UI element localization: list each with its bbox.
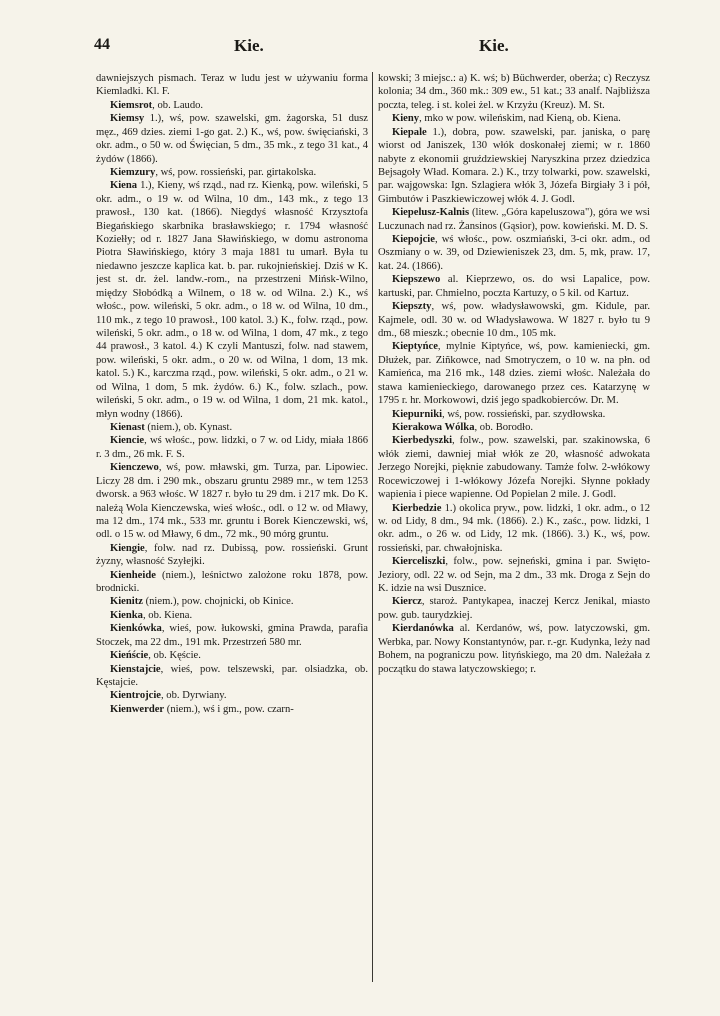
dictionary-entry [96, 649, 368, 662]
entry-text: al. Kerdanów, wś, pow. latyczowski, gm. Werbka, par. Nowy Konstantynów, par. r.-gr. Kudynka, leży nad Bohem, na pograniczu pow. lityńskiego, ma 20 dm. Należała z początku do stawa latyczowskiego; r. [378, 623, 650, 675]
dictionary-entry [378, 502, 650, 556]
entry-headword: Kierceliszki [392, 556, 446, 568]
dictionary-entry [96, 689, 368, 702]
entry-headword: Kiepszewo [392, 274, 441, 286]
dictionary-entry [96, 112, 368, 166]
entry-text: (niem.), pow. chojnicki, ob Kinice. [142, 596, 294, 608]
dictionary-entry [378, 300, 650, 340]
entry-text: , folw. nad rz. Dubissą, pow. rossieński. Grunt żyzny, własność Szyłejki. [96, 542, 368, 568]
entry-headword: Kienkówka [110, 623, 162, 635]
entry-text: , wieś, pow. telszewski, par. olsiadzka, ob. Kęstajcie. [96, 663, 368, 688]
dictionary-entry [378, 233, 650, 273]
entry-text: , ob. Borodło. [474, 421, 534, 433]
entry-headword: Kienstajcie [110, 663, 161, 675]
entry-headword: Kienast [110, 421, 145, 433]
entry-text: 1.), wś, pow. szawelski, gm. żagorska, 51 dusz męz., 469 dzies. ziemi 1-go gat. 2.) K., wś, pow. święciański, 3 okr. adm., o 50 w. od Święcian, 5 dm., 35 mk., z tego 31 kat., 4 żydów (1866). [96, 113, 368, 165]
entry-headword: Kierbedyszki [392, 435, 453, 447]
running-head-left: Kie. [234, 36, 264, 55]
dictionary-entry [378, 206, 650, 233]
entry-text: kowski; 3 miejsc.: a) K. wś; b) Büchwerder, oberża; c) Reczysz kolonia; 34 dm., 360 mk.: 309 ew., 51 kat.; 33 analf. Najbliższa poczta, teleg. i st. kolei żel. w Krzyżu (Kreuz). M. St. [378, 73, 650, 111]
dictionary-entry [96, 99, 368, 112]
dictionary-entry [96, 461, 368, 542]
entry-headword: Kieńście [110, 650, 149, 662]
entry-headword: Kiemsy [110, 113, 145, 125]
right-column [378, 72, 650, 987]
entry-text: , mylnie Kiptyńce, wś, pow. kamieniecki, gm. Dłużek, par. Ziñkowce, nad Smotryczem, o 10 w. na płn. od Kamieńca, ma 216 mk., 148 dzies. ziemi włośc. Należała do stawa kamienieckiego, darowanego przez ces. Katarzynę w 1795 r. hr. Morkowowi, dziś jego spadkobierców. Dr. M. [378, 341, 650, 407]
running-head-right: Kie. [479, 36, 509, 55]
entry-text: , folw., pow. szawelski, par. szakinowska, 6 włók ziemi, dawniej miał włók ze 20, własność adwokata Jerzego Norejki, pięknie zabudowany. Tamże folw. 2-włókowy Rocewiczowej i 1-włókowy Józefa Norejki. Słynne pokłady wapienia i piece wapienne. Od Popielan 2 mile. J. Godl. [378, 435, 650, 501]
entry-headword: Kienwerder [110, 703, 165, 715]
dictionary-entry [378, 421, 650, 434]
entry-headword: Kieptyńce [392, 341, 438, 353]
page-header [94, 36, 674, 58]
entry-headword: Kierdanówka [392, 623, 454, 635]
entry-text: , wś, pow. władysławowski, gm. Kidule, par. Kajmele, odl. 30 w. od Władysławowa. W 1827 r. było tu 9 dm., 68 mieszk.; obecnie 10 dm., 105 mk. [378, 301, 650, 340]
left-column [96, 72, 368, 987]
entry-text: 1.) okolica pryw., pow. lidzki, 1 okr. adm., o 12 w. od Lidy, 8 dm., 94 mk. (1866). 2.) K., zaśc., pow. lidzki, 1 okr. adm., o 26 w. od Lidy, 12 mk. (1866). 3.) K., wś, pow. rossieński, par. chwałojniska. [378, 502, 650, 554]
entry-headword: Kiepurniki [392, 408, 443, 420]
dictionary-entry [96, 609, 368, 622]
dictionary-entry [378, 72, 650, 112]
dictionary-entry [96, 179, 368, 421]
dictionary-entry [96, 595, 368, 608]
entry-headword: Kieny [392, 113, 420, 125]
dictionary-entry [96, 622, 368, 649]
entry-headword: Kierakowa Wólka [392, 421, 475, 433]
entry-text: , wś, pow. mławski, gm. Turza, par. Lipowiec. Liczy 28 dm. i 290 mk., obszaru gruntu 2989 mr., w tem 1253 dworsk. a 963 włośc. W 1827 r. było tu 29 dm. i 217 mk. Do K. należą Wola Kienczewska, wieś włośc., odl. o 12 w. od Mławy, ma 12 dm., 174 mk., 533 mr. gruntu i Borek Kienczewski, wś, odl. o 15 w. od Mławy, 6 dm., 72 mk., 90 mórg gruntu. [96, 462, 368, 541]
entry-headword: Kiemzury [110, 166, 156, 178]
entry-text: , mko w pow. wileńskim, nad Kieną, ob. Kiena. [419, 113, 621, 125]
entry-headword: Kienczewo [110, 462, 159, 474]
dictionary-entry [378, 112, 650, 125]
entry-text: , ob. Laudo. [152, 99, 204, 111]
entry-headword: Kiena [110, 180, 138, 192]
dictionary-entry [96, 72, 368, 99]
dictionary-entry [378, 555, 650, 595]
entry-headword: Kiercz [392, 596, 422, 608]
entry-text: 1.), dobra, pow. szawelski, par. janiska, o parę wiorst od Janiszek, 130 włók doskonałej ziemi; w r. 1860 nabyte z ekonomii gruździewskiej Naryszkina przez dziedzica Bejsagoły Wład. Komara. 2.) K., trzy tolwarki, pow. szawelski, par. wajgowska: Ign. Szlagiera włók 3, Józefa Birgiały 3 i pół, Gimbutów i Paszkiewiczowej włók 4. J. Godl. [378, 126, 650, 205]
dictionary-entry [378, 273, 650, 300]
entry-headword: Kiepojcie [392, 234, 435, 246]
dictionary-entry [96, 542, 368, 569]
entry-headword: Kienitz [110, 596, 143, 608]
entry-text: (niem.), wś i gm., pow. czarn- [164, 703, 294, 715]
entry-text: , staroż. Pantykapea, inaczej Kercz Jenikal, miasto pow. gub. taurydzkiej. [378, 596, 650, 621]
dictionary-entry [378, 340, 650, 407]
dictionary-entry [378, 434, 650, 501]
entry-text: , ob. Dyrwiany. [161, 690, 227, 702]
entry-text: , ob. Kęście. [148, 650, 201, 662]
entry-text: , wś włośc., pow. lidzki, o 7 w. od Lidy, miała 1866 r. 3 dm., 26 mk. F. S. [96, 435, 368, 460]
entry-headword: Kienka [110, 609, 143, 621]
entry-headword: Kiepale [392, 126, 427, 138]
entry-text: al. Kieprzewo, os. do wsi Lapalice, pow. kartuski, par. Chmielno, poczta Kartuzy, o 5 kil. od Kartuz. [378, 274, 650, 299]
dictionary-entry [378, 126, 650, 207]
entry-headword: Kiencie [110, 435, 145, 447]
dictionary-entry [378, 595, 650, 622]
entry-headword: Kiepelusz-Kalnis [392, 207, 470, 219]
entry-text: , wś włośc., pow. oszmiański, 3-ci okr. adm., od Oszmiany o w. 39, od Dziewieniszek 23, dm. 5, mk, praw. 17, kat. 24. (1866). [378, 234, 650, 272]
column-divider [372, 72, 373, 982]
entry-text: dawniejszych pismach. Teraz w ludu jest w używaniu forma Kiemladki. Kl. F. [96, 73, 368, 98]
dictionary-entry [96, 703, 368, 716]
dictionary-entry [96, 166, 368, 179]
dictionary-entry [378, 408, 650, 421]
entry-text: (niem.), leśnictwo zalożone roku 1878, pow. brodnicki. [96, 569, 368, 595]
entry-headword: Kienheide [110, 569, 156, 581]
page-number: 44 [94, 36, 110, 53]
dictionary-entry [96, 663, 368, 690]
dictionary-entry [96, 434, 368, 461]
entry-text: , folw., pow. sejneński, gmina i par. Swięto-Jeziory, odl. 22 w. od Sejn, ma 2 dm., 33 mk. Droga z Sejn do K. idzie na wsi Dusznice. [378, 556, 650, 595]
dictionary-entry [378, 622, 650, 676]
entry-text: , ob. Kiena. [142, 609, 193, 621]
dictionary-entry [96, 569, 368, 596]
entry-text: 1.), Kieny, wś rząd., nad rz. Kienką, pow. wileński, 5 okr. adm., o 19 w. od Wilna, 10 dm., 143 mk., z tego 13 prawosł., 130 kat. (1866). Niegdyś własność Krzysztofa Biegańskiego skarbnika brasławskiego; r. 1794 własność Koziełły; od r. 1827 Jana Sławińskiego, w domu astronoma Piotra Sławińskiego, który 3 maja 1881 tu umarł. Była tu niedawno jeszcze kaplica kat. b. par. rukojnieńskiej. Dziś w K. jest st. dr. żel. landw.-rom., na przestrzeni Mińsk-Wilno, między Słobódką a Wilnem, o 18 w. od Wilna. 2.) K., wś włośc., pow. wileński, 5 okr. adm., o 18 w. od Wilna, 10 dm., 110 mk., z tego 10 prawosł., 100 katol. 3.) K., folw. rząd., pow. wileński, 5 okr. adm., o 18 w. od Wilna, 1 dom, 47 mk., z tego 44 prawosł., 3 katol. 4.) K czyli Mantuszi, folw. nad stawem, pow. wileński, 5 okr. adm., o 20 w. od Wilna, 1 dom, 13 mk. katol. 5.) K., karczma rząd., pow. wileński, 5 okr. adm., o 21 w. od Wilna, 1 dom, 5 mk. żydów. 6.) K., folw. szlach., pow. wileński, 5 okr. adm., o 19 w. od Wilna, 1 dom, 21 mk. katol., młyn wodny (1866). [96, 180, 368, 420]
entry-headword: Kiemsrot [110, 99, 153, 111]
entry-text: , wś, pow. rossieński, par. szydłowska. [442, 408, 606, 420]
entry-text: , wieś, pow. łukowski, gmina Prawda, parafia Stoczek, ma 22 dm., 191 mk. Przestrzeń 580 mr. [96, 623, 368, 648]
entry-headword: Kientrojcie [110, 690, 161, 702]
dictionary-entry [96, 421, 368, 434]
entry-headword: Kiepszty [392, 301, 432, 313]
entry-text: (litew. „Góra kapeluszowa"), góra we wsi Luczunach nad rz. Żansinos (Gąsior), pow. kowieński. M. D. S. [378, 207, 650, 232]
entry-text: (niem.), ob. Kynast. [144, 421, 233, 433]
entry-headword: Kiengie [110, 542, 145, 554]
entry-headword: Kierbedzie [392, 502, 442, 514]
entry-text: , wś, pow. rossieński, par. girtakolska. [155, 166, 317, 178]
